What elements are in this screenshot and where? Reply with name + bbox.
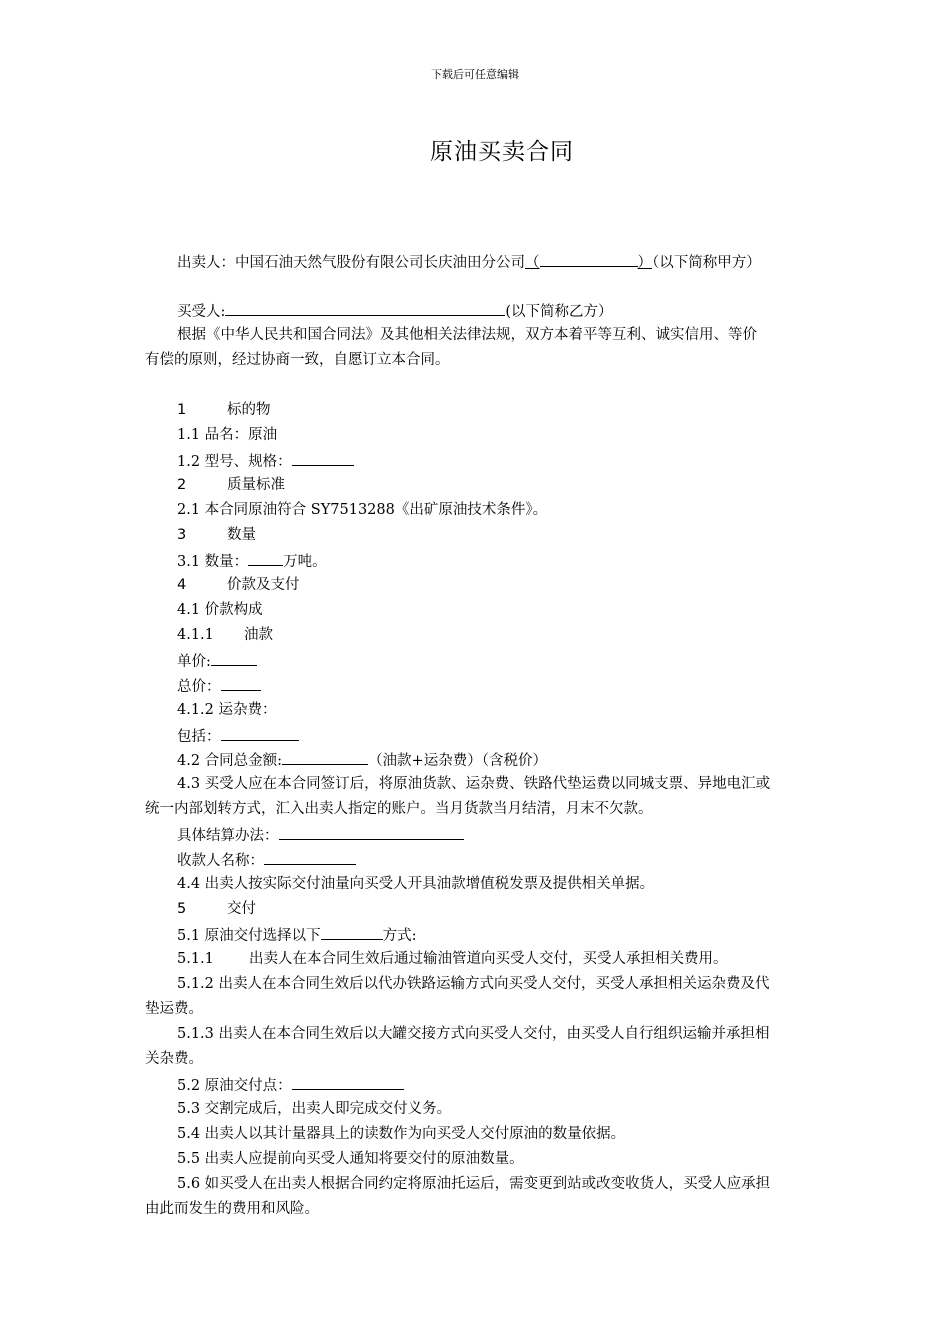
quantity-blank[interactable] [248, 551, 283, 566]
section-3-heading [177, 526, 256, 544]
section-title: 质量标准 [227, 477, 285, 493]
total-price-blank[interactable] [221, 676, 261, 691]
delivery-method-blank[interactable] [321, 925, 383, 940]
seller-line [177, 252, 761, 272]
clause-1-1: 1.1 品名：原油 [177, 427, 278, 443]
clause-5-1 [177, 925, 417, 945]
clause-4-2-note: （油款+运杂费）（含税价） [368, 753, 547, 769]
section-title: 标的物 [227, 402, 271, 418]
clause-4-1-2: 4.1.2 运杂费： [177, 702, 277, 718]
spec-blank[interactable] [292, 451, 354, 466]
settlement-label: 具体结算办法： [177, 828, 279, 844]
clause-4-1-1 [177, 626, 273, 644]
buyer-line [177, 301, 613, 321]
clause-5-2 [177, 1075, 404, 1095]
buyer-blank[interactable] [225, 301, 505, 316]
unit-price-label: 单价: [177, 654, 211, 670]
clause-text: 出卖人在本合同生效后通过输油管道向买受人交付，买受人承担相关费用。 [249, 951, 728, 967]
section-title: 价款及支付 [227, 577, 300, 593]
document-title: 原油买卖合同 [430, 139, 574, 165]
clause-5-1-2-line-1: 5.1.2 出卖人在本合同生效后以代办铁路运输方式向买受人交付，买受人承担相关运杂费及代 [177, 976, 770, 992]
clause-4-3-line-1: 4.3 买受人应在本合同签订后，将原油货款、运杂费、铁路代垫运费以同城支票、异地电汇或 [177, 776, 771, 792]
clause-4-4: 4.4 出卖人按实际交付油量向买受人开具油款增值税发票及提供相关单据。 [177, 876, 655, 892]
clause-text: 油款 [244, 627, 273, 643]
section-number: 5 [177, 901, 187, 917]
unit-price-blank[interactable] [211, 651, 257, 666]
clause-number: 5.1.1 [177, 951, 214, 967]
section-5-heading [177, 900, 256, 918]
clause-5-1-suffix: 方式: [382, 928, 417, 944]
section-number: 2 [177, 477, 187, 493]
clause-number: 4.1.1 [177, 627, 214, 643]
includes-label: 包括： [177, 729, 221, 745]
clause-4-2 [177, 750, 547, 770]
clause-4-1: 4.1 价款构成 [177, 602, 263, 618]
payee-label: 收款人名称： [177, 853, 264, 869]
settlement-blank[interactable] [279, 825, 464, 840]
section-number: 1 [177, 402, 187, 418]
clause-5-1-3-line-1: 5.1.3 出卖人在本合同生效后以大罐交接方式向买受人交付，由买受人自行组织运输并承担相 [177, 1026, 770, 1042]
settlement-line [177, 825, 464, 845]
preamble-line-1: 根据《中华人民共和国合同法》及其他相关法律法规，双方本着平等互利、诚实信用、等价 [177, 327, 757, 343]
payee-line [177, 850, 356, 870]
delivery-point-blank[interactable] [292, 1075, 404, 1090]
buyer-label: 买受人: [177, 304, 226, 320]
section-1-heading [177, 401, 271, 419]
seller-paren-open: （ [525, 255, 540, 271]
section-title: 交付 [227, 901, 256, 917]
section-number: 3 [177, 527, 187, 543]
includes-line [177, 726, 299, 746]
unit-price-line [177, 651, 257, 671]
clause-5-3: 5.3 交割完成后，出卖人即完成交付义务。 [177, 1101, 452, 1117]
clause-4-3-line-2: 统一内部划转方式，汇入出卖人指定的账户。当月货款当月结清，月末不欠款。 [145, 801, 653, 817]
section-4-heading [177, 576, 300, 594]
clause-1-2 [177, 451, 354, 471]
clause-5-1-3-line-2: 关杂费。 [145, 1051, 203, 1067]
buyer-suffix: (以下简称乙方） [505, 304, 613, 320]
total-price-line [177, 676, 261, 696]
clause-1-2-label: 1.2 型号、规格： [177, 454, 292, 470]
total-price-label: 总价： [177, 679, 221, 695]
clause-5-2-label: 5.2 原油交付点： [177, 1078, 292, 1094]
clause-3-1 [177, 551, 327, 571]
clause-3-1-label: 3.1 数量： [177, 554, 249, 570]
clause-5-6-line-2: 由此而发生的费用和风险。 [145, 1201, 319, 1217]
clause-5-1-1 [177, 950, 728, 968]
clause-5-5: 5.5 出卖人应提前向买受人通知将要交付的原油数量。 [177, 1151, 524, 1167]
clause-5-6-line-1: 5.6 如买受人在出卖人根据合同约定将原油托运后，需变更到站或改变收货人，买受人应承担 [177, 1176, 771, 1192]
section-2-heading [177, 476, 285, 494]
header-note: 下载后可任意编辑 [431, 68, 519, 81]
seller-label: 出卖人：中国石油天然气股份有限公司长庆油田分公司 [177, 255, 525, 271]
includes-blank[interactable] [221, 726, 299, 741]
clause-3-1-unit: 万吨。 [283, 554, 327, 570]
seller-blank[interactable] [540, 252, 638, 267]
total-amount-blank[interactable] [282, 750, 368, 765]
section-title: 数量 [227, 527, 256, 543]
section-number: 4 [177, 577, 187, 593]
clause-4-2-label: 4.2 合同总金额: [177, 753, 283, 769]
clause-5-1-label: 5.1 原油交付选择以下 [177, 928, 321, 944]
preamble-line-2: 有偿的原则，经过协商一致，自愿订立本合同。 [145, 352, 450, 368]
clause-5-1-2-line-2: 垫运费。 [145, 1001, 203, 1017]
clause-2-1: 2.1 本合同原油符合 SY7513288《出矿原油技术条件》。 [177, 502, 548, 518]
seller-paren-close: ） [637, 255, 652, 271]
payee-blank[interactable] [264, 850, 356, 865]
seller-suffix: （以下简称甲方） [652, 255, 761, 271]
clause-5-4: 5.4 出卖人以其计量器具上的读数作为向买受人交付原油的数量依据。 [177, 1126, 626, 1142]
